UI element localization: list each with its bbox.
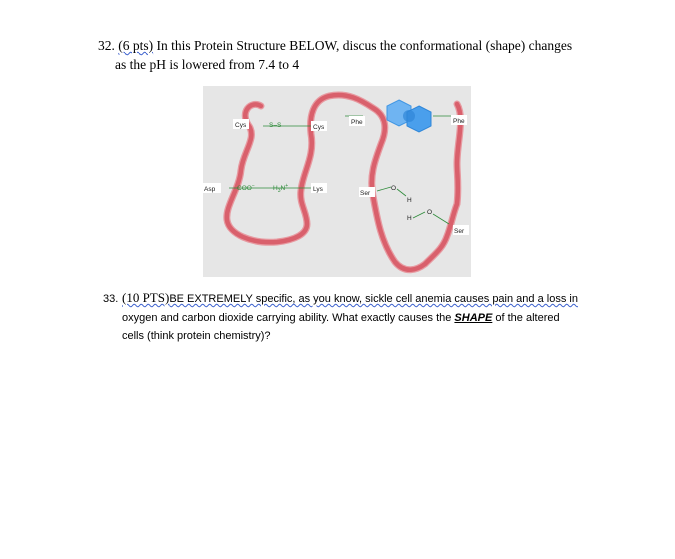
question-33	[103, 289, 623, 346]
label-ser-right: Ser	[454, 228, 465, 235]
protein-diagram	[203, 86, 471, 277]
label-phe-left: Phe	[351, 119, 363, 126]
label-cys-left: Cys	[235, 122, 247, 129]
label-coo: COO−	[237, 183, 255, 192]
question-32-number: 32.	[98, 38, 115, 53]
protein-structure-figure	[203, 86, 471, 277]
question-32-line-1	[98, 36, 638, 55]
question-32-points: (6 pts)	[118, 38, 154, 53]
label-hydrogen-1: H	[407, 197, 412, 204]
question-33-points: (10 PTS)	[122, 290, 170, 305]
ser-bond-line	[377, 187, 391, 191]
label-ss-bond: S–S	[269, 122, 282, 129]
question-32-line-2: as the pH is lowered from 7.4 to 4	[115, 57, 300, 72]
label-ser-left: Ser	[360, 190, 371, 197]
label-hydrogen-2: H	[407, 215, 412, 222]
question-32-text: In this Protein Structure BELOW, discus the conformational (shape) changes	[156, 38, 573, 53]
label-phe-right: Phe	[453, 118, 465, 125]
question-33-text-1: BE EXTREMELY specific, as you know, sickle cell anemia causes pain and a loss in	[169, 293, 578, 305]
question-33-line-3: cells (think protein chemistry)?	[122, 330, 271, 342]
question-33-emphasis: SHAPE	[454, 311, 493, 324]
label-cys-right: Cys	[313, 124, 325, 131]
label-lys: Lys	[313, 186, 323, 193]
label-asp: Asp	[204, 186, 216, 193]
question-33-line-1	[103, 289, 623, 309]
question-33-number: 33.	[103, 293, 119, 305]
label-oxygen-1: O	[391, 185, 397, 192]
question-32	[98, 36, 638, 74]
label-oxygen-2: O	[427, 209, 433, 216]
label-h3n: $H_3N^+$	[273, 183, 289, 194]
question-33-line-2: oxygen and carbon dioxide carrying ability. What exactly causes the SHAPE of the altered	[122, 311, 560, 324]
